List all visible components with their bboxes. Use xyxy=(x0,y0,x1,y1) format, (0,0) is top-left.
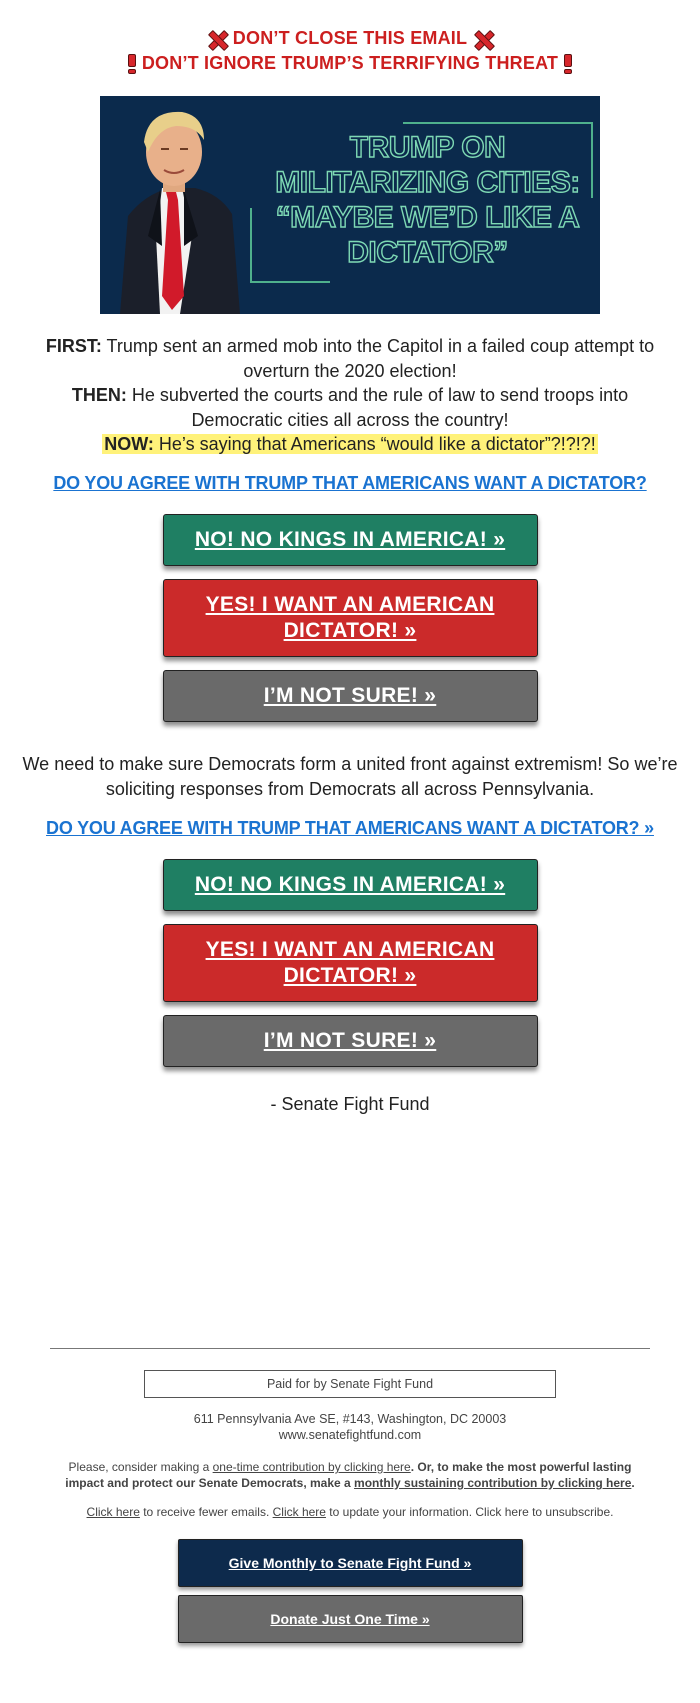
now-highlight xyxy=(102,434,598,454)
poll-question-link-1[interactable]: DO YOU AGREE WITH TRUMP THAT AMERICANS WANT A DICTATOR? xyxy=(53,472,647,493)
hero-frame-line xyxy=(250,208,252,283)
now-label: NOW: xyxy=(104,434,154,454)
alert-line-2 xyxy=(0,51,700,76)
then-text: He subverted the courts and the rule of law to send troops into Democratic cities all across the country! xyxy=(126,385,629,430)
footer-divider xyxy=(50,1348,650,1349)
signoff: - Senate Fight Fund xyxy=(270,1093,430,1114)
vote-not-sure-button[interactable]: I’M NOT SURE! » xyxy=(163,1015,538,1067)
intro-first xyxy=(25,334,675,383)
give-monthly-button[interactable]: Give Monthly to Senate Fight Fund » xyxy=(178,1539,523,1587)
cross-mark-icon xyxy=(207,29,227,49)
hero-headline: TRUMP ON MILITARIZING CITIES: “MAYBE WE’D LIKE A DICTATOR” xyxy=(275,131,580,269)
hero-frame-line xyxy=(250,281,330,283)
cross-mark-icon xyxy=(473,29,493,49)
poll-buttons-1 xyxy=(0,514,700,722)
vote-not-sure-button[interactable]: I’M NOT SURE! » xyxy=(163,670,538,722)
middle-paragraph: We need to make sure Democrats form a united front against extremism! So we’re soliciting responses from Democrats all across Pennsylvania. xyxy=(22,753,678,799)
poll-buttons-2 xyxy=(0,859,700,1067)
update-info-text: to update your information. Click here to unsubscribe. xyxy=(325,1505,614,1519)
exclamation-icon xyxy=(128,54,136,74)
ask-pre: Please, consider making a xyxy=(68,1460,213,1474)
first-label: FIRST: xyxy=(45,336,102,356)
fewer-emails-text: to receive fewer emails. xyxy=(139,1505,273,1519)
ask-end: . xyxy=(631,1476,635,1490)
hero-banner[interactable] xyxy=(100,96,600,314)
mailing-address xyxy=(0,1411,700,1443)
fewer-emails-link[interactable]: Click here xyxy=(86,1505,140,1519)
monthly-contribution-link[interactable]: monthly sustaining contribution by clicking here xyxy=(354,1476,632,1490)
trump-photo xyxy=(100,96,250,314)
intro-paragraph xyxy=(25,334,675,457)
ask-mid: . Or, to make the most powerful lasting impact and protect our Senate Democrats, make a xyxy=(65,1460,632,1490)
address-line: 611 Pennsylvania Ave SE, #143, Washington, DC 20003 xyxy=(193,1412,507,1426)
exclamation-icon xyxy=(564,54,572,74)
footer xyxy=(0,1370,700,1643)
paid-for-disclaimer: Paid for by Senate Fight Fund xyxy=(144,1370,556,1398)
first-text: Trump sent an armed mob into the Capitol in a failed coup attempt to overturn the 2020 election! xyxy=(101,336,655,381)
contribution-ask xyxy=(65,1459,635,1491)
alert-line-2-text: DON’T IGNORE TRUMP’S TERRIFYING THREAT xyxy=(141,53,559,73)
vote-no-kings-button[interactable]: NO! NO KINGS IN AMERICA! » xyxy=(163,859,538,911)
alert-line-1 xyxy=(0,26,700,51)
one-time-contribution-link[interactable]: one-time contribution by clicking here xyxy=(212,1460,411,1474)
alert-header xyxy=(0,0,700,76)
vote-yes-dictator-button[interactable]: YES! I WANT AN AMERICAN DICTATOR! » xyxy=(163,924,538,1002)
then-label: THEN: xyxy=(71,385,127,405)
vote-no-kings-button[interactable]: NO! NO KINGS IN AMERICA! » xyxy=(163,514,538,566)
intro-then xyxy=(25,383,675,432)
now-text: He’s saying that Americans “would like a dictator”?!?!?! xyxy=(153,434,596,454)
alert-line-1-text: DON’T CLOSE THIS EMAIL xyxy=(232,28,468,48)
update-info-link[interactable]: Click here xyxy=(272,1505,326,1519)
donate-once-button[interactable]: Donate Just One Time » xyxy=(178,1595,523,1643)
vote-yes-dictator-button[interactable]: YES! I WANT AN AMERICAN DICTATOR! » xyxy=(163,579,538,657)
website-line: www.senatefightfund.com xyxy=(278,1428,422,1442)
email-preferences xyxy=(0,1505,700,1519)
hero-frame-line xyxy=(403,122,593,124)
poll-question-link-2[interactable]: DO YOU AGREE WITH TRUMP THAT AMERICANS WANT A DICTATOR? » xyxy=(46,817,654,838)
intro-now xyxy=(25,432,675,457)
